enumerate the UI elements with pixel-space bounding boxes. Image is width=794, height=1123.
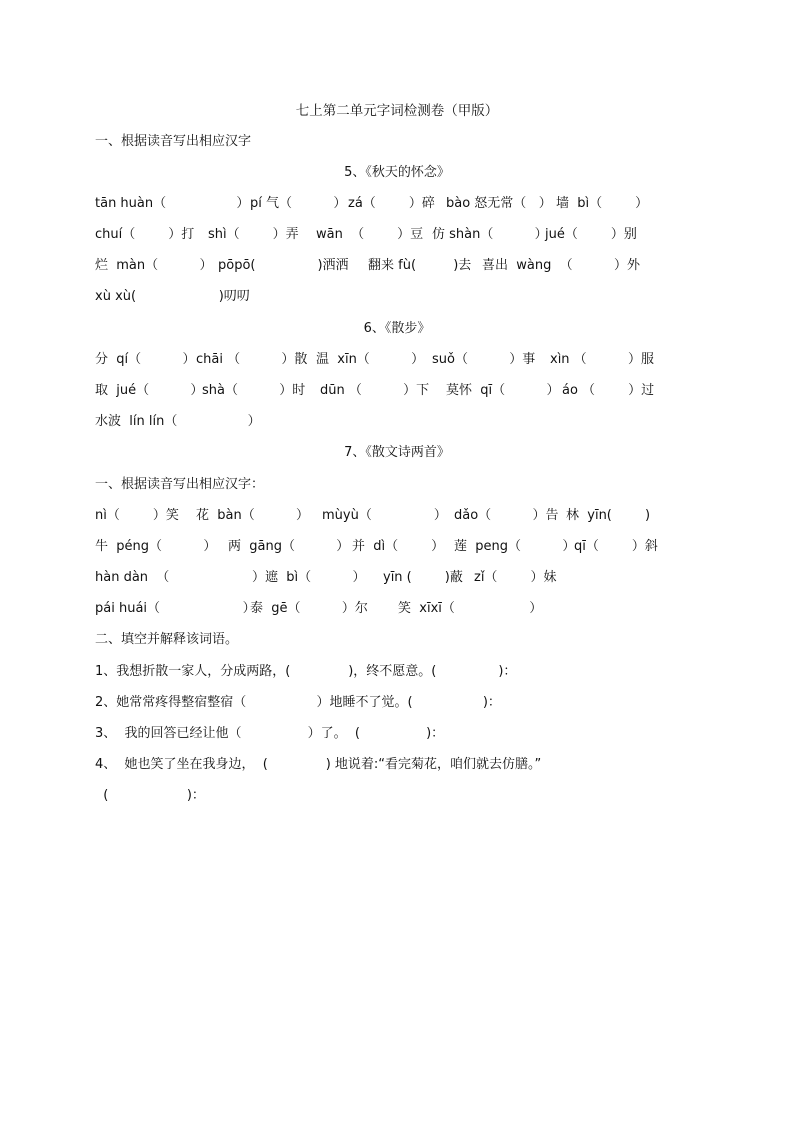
pinyin-item: chāi （ ）散 xyxy=(196,352,308,367)
part2-heading xyxy=(0,630,794,650)
heading-text: 一、根据读音写出相应汉字 xyxy=(95,134,252,149)
pinyin-item: dǎo（ ）告 xyxy=(454,508,559,523)
pinyin-item: 水波 lín lín（ ） xyxy=(95,414,261,429)
lesson5-row-2 xyxy=(0,225,794,245)
pinyin-item: yīn ( )蔽 xyxy=(383,570,463,585)
pinyin-item: hàn dàn （ ） xyxy=(95,570,265,585)
pinyin-item: 莫怀 qī（ ） xyxy=(446,383,560,398)
pinyin-item: 喜出 wàng （ ）外 xyxy=(482,258,640,273)
lesson5-row-3 xyxy=(0,256,794,276)
pinyin-item: zá（ ）碎 xyxy=(348,196,435,211)
heading-text: 二、填空并解释该词语。 xyxy=(95,632,239,647)
pinyin-item: dūn （ ）下 xyxy=(320,383,430,398)
part2-item-2 xyxy=(0,693,794,713)
pinyin-item: mùyù（ ） xyxy=(322,508,447,523)
heading-text: 一、根据读音写出相应汉字： xyxy=(95,477,265,492)
pinyin-item: xù xù( )叨叨 xyxy=(95,289,250,304)
pinyin-item: 泰 gē（ ）尔 xyxy=(250,601,368,616)
lesson7-subheading xyxy=(0,475,794,495)
pinyin-item: 林 yīn( ) xyxy=(566,508,651,523)
pinyin-item: pí 气（ ） xyxy=(250,196,347,211)
lesson7-row-2 xyxy=(0,537,794,557)
pinyin-item: qī（ ）斜 xyxy=(574,539,658,554)
pinyin-item: 莲 peng（ ） xyxy=(454,539,576,554)
pinyin-item: 遮 bì（ ） xyxy=(265,570,366,585)
fill-blank-question: 1、我想折散一家人，分成两路，( )，终不愿意。( )： xyxy=(95,664,517,679)
lesson5-heading: 5、《秋天的怀念》 xyxy=(344,165,450,180)
lesson6-row-3 xyxy=(0,412,794,432)
pinyin-item: áo （ ）过 xyxy=(562,383,655,398)
pinyin-item: pōpō( )洒洒 xyxy=(218,258,349,273)
lesson7-row-4 xyxy=(0,599,794,619)
pinyin-item: 花 bàn（ ） xyxy=(196,508,310,523)
pinyin-item: shì（ ）弄 xyxy=(208,227,299,242)
pinyin-item: xìn （ ）服 xyxy=(550,352,655,367)
part2-item-1 xyxy=(0,662,794,682)
pinyin-item: 牛 péng（ ） xyxy=(95,539,217,554)
pinyin-item: 烂 màn（ ） xyxy=(95,258,213,273)
pinyin-item: nì（ ）笑 xyxy=(95,508,179,523)
pinyin-item: chuí（ ）打 xyxy=(95,227,195,242)
lesson6-heading: 6、《散步》 xyxy=(363,321,431,336)
document-title: 七上第二单元字词检测卷（甲版） xyxy=(295,103,499,119)
pinyin-item: 温 xīn（ ） xyxy=(316,352,425,367)
part2-item-4-continued xyxy=(0,786,794,806)
part1-heading xyxy=(0,132,794,152)
pinyin-item: 仿 shàn（ ） xyxy=(432,227,548,242)
pinyin-item: pái huái（ ） xyxy=(95,601,256,616)
pinyin-item: jué（ ）别 xyxy=(545,227,637,242)
part2-item-4 xyxy=(0,755,794,775)
pinyin-item: 翻来 fù( )去 xyxy=(368,258,472,273)
part2-item-3 xyxy=(0,724,794,744)
pinyin-item: wān （ ）豆 xyxy=(316,227,424,242)
pinyin-item: 并 dì（ ） xyxy=(352,539,445,554)
fill-blank-question: 2、她常常疼得整宿整宿（ ）地睡不了觉。( )： xyxy=(95,695,501,710)
pinyin-item: bào 怒无常（ ） xyxy=(446,196,552,211)
lesson6-row-2 xyxy=(0,381,794,401)
pinyin-item: suǒ（ ）事 xyxy=(432,352,536,367)
pinyin-item: 取 jué（ ） xyxy=(95,383,204,398)
lesson7-heading: 7、《散文诗两首》 xyxy=(344,445,450,460)
pinyin-item: 墙 bì（ ） xyxy=(556,196,649,211)
pinyin-item: 分 qí（ ） xyxy=(95,352,196,367)
lesson5-row-1 xyxy=(0,194,794,214)
lesson6-row-1 xyxy=(0,350,794,370)
lesson7-row-1 xyxy=(0,506,794,526)
fill-blank-question: 3、 我的回答已经让他（ ）了。 ( )： xyxy=(95,726,445,741)
fill-blank-question: 4、 她也笑了坐在我身边， ( ) 地说着:“看完菊花，咱们就去仿膳。” xyxy=(95,757,542,772)
pinyin-item: shà（ ）时 xyxy=(202,383,306,398)
fill-blank-question: ( )： xyxy=(95,788,205,803)
lesson5-row-4 xyxy=(0,287,794,307)
pinyin-item: tān huàn（ ） xyxy=(95,196,250,211)
pinyin-item: 两 gāng（ ） xyxy=(228,539,350,554)
lesson7-row-3 xyxy=(0,568,794,588)
pinyin-item: zǐ（ ）妹 xyxy=(474,570,557,585)
pinyin-item: 笑 xīxī（ ） xyxy=(398,601,543,616)
